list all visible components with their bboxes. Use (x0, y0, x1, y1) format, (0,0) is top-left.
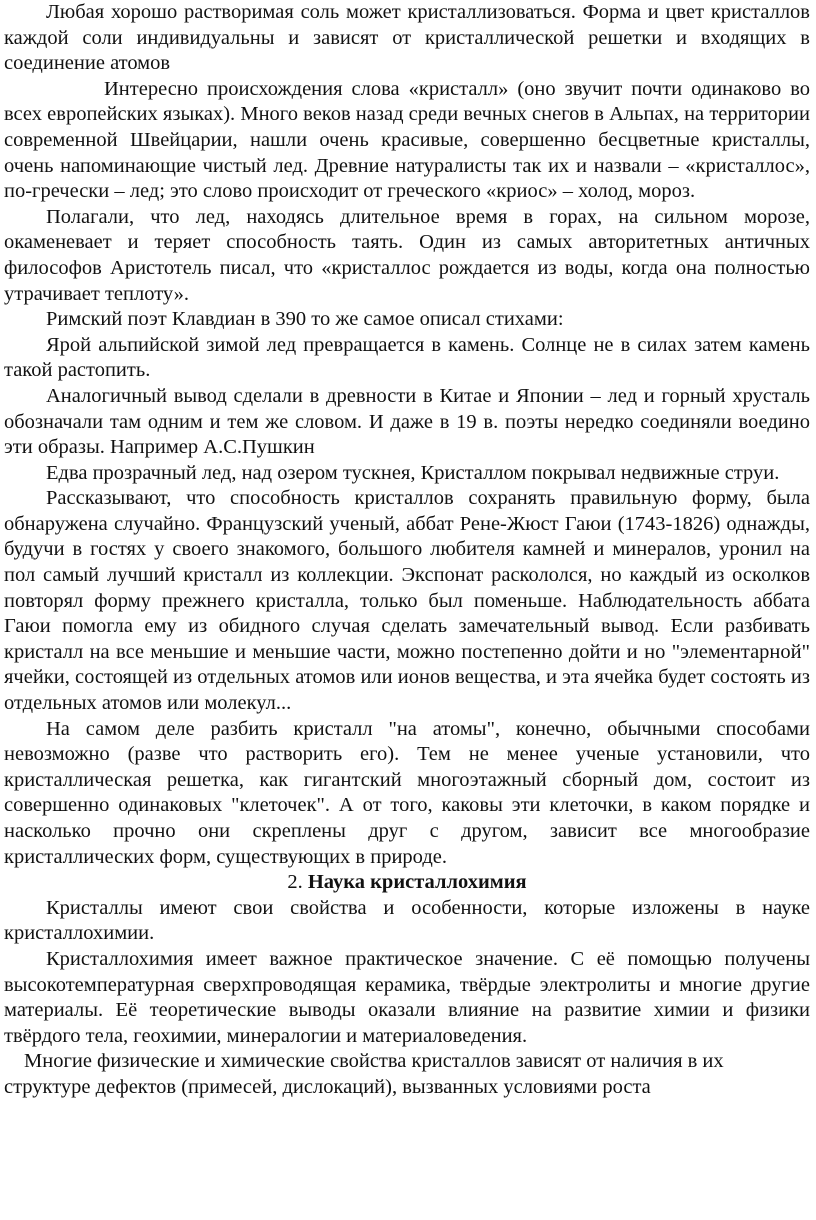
section-heading-title: Наука кристаллохимия (307, 871, 527, 894)
paragraph-word-origin: Интересно происхождения слова «кристалл» (оно звучит почти одинаково во всех европейских языках). Много веков назад среди вечных снегов в Альпах, на территории современной Швейцарии, нашли очень красивые, совершенно бесцветные кристаллы, очень напоминающие чистый лед. Древние натуралисты так их и назвали – «кристаллос», по-гречески – лед; это слово происходит от греческого «криос» – холод, мороз. (4, 77, 810, 203)
paragraph-crystal-properties: Кристаллы имеют свои свойства и особенности, которые изложены в науке кристаллохимии. (4, 896, 810, 945)
paragraph-crystal-lattice: На самом деле разбить кристалл "на атомы", конечно, обычными способами невозможно (разве что растворить его). Тем не менее ученые установили, что кристаллическая решетка, как гигантский многоэтажный сборный дом, состоит из совершенно одинаковых "клеточек". А от того, каковы эти клеточки, в каком порядке и насколько прочно они скреплены друг с другом, зависит все многообразие кристаллических форм, существующих в природе. (4, 717, 810, 868)
paragraph-crystal-chemistry-value: Кристаллохимия имеет важное практическое значение. С её помощью получены высокотемпературная сверхпроводящая керамика, твёрдые электролиты и многие другие материалы. Её теоретические выводы оказали влияние на развитие химии и физики твёрдого тела, геохимии, минералогии и материаловедения. (4, 947, 810, 1047)
paragraph-aristotle: Полагали, что лед, находясь длительное время в горах, на сильном морозе, окаменевает и теряет способность таять. Один из самых авторитетных античных философов Аристотель писал, что «кристаллос рождается из воды, когда она полностью утрачивает теплоту». (4, 205, 810, 305)
paragraph-defects: Многие физические и химические свойства кристаллов зависят от наличия в их структуре дефектов (примесей, дислокаций), вызванных условиями роста (4, 1050, 724, 1098)
section-heading (4, 870, 810, 896)
paragraph-claudian: Римский поэт Клавдиан в 390 то же самое описал стихами: (46, 308, 564, 331)
paragraph-china-japan: Аналогичный вывод сделали в древности в Китае и Японии – лед и горный хрусталь обозначали там одним и тем же словом. И даже в 19 в. поэты нередко соединяли воедино эти образы. Например А.С.Пушкин (4, 384, 810, 459)
paragraph-poem-pushkin: Едва прозрачный лед, над озером тускнея, Кристаллом покрывал недвижные струи. (46, 461, 780, 484)
section-heading-number: 2. (287, 871, 308, 894)
paragraph-soluble-salt: Любая хорошо растворимая соль может кристаллизоваться. Форма и цвет кристаллов каждой соли индивидуальны и зависят от кристаллической решетки и входящих в соединение атомов (4, 1, 810, 75)
paragraph-hauy: Рассказывают, что способность кристаллов сохранять правильную форму, была обнаружена случайно. Французский ученый, аббат Рене-Жюст Гаюи (1743-1826) однажды, будучи в гостях у своего знакомого, большого любителя камней и минералов, уронил на пол самый лучший кристалл из коллекции. Экспонат раскололся, но каждый из осколков повторял форму прежнего кристалла, только был поменьше. Наблюдательность аббата Гаюи помогла ему из обидного случая сделать замечательный вывод. Если разбивать кристалл на все меньшие и меньшие части, можно постепенно дойти и но "элементарной" ячейки, состоящей из отдельных атомов или ионов вещества, и эта ячейка будет состоять из отдельных атомов или молекул... (4, 487, 810, 715)
paragraph-poem-claudian: Ярой альпийской зимой лед превращается в камень. Солнце не в силах затем камень такой растопить. (4, 333, 810, 382)
